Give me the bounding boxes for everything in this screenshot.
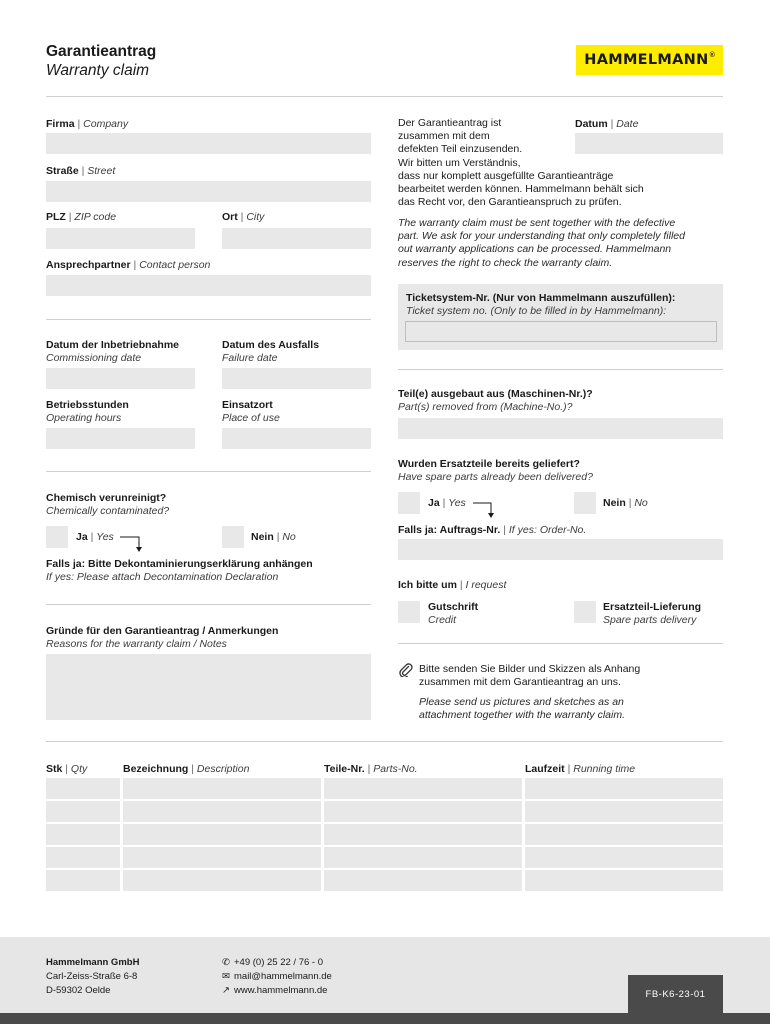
date-field[interactable] <box>575 133 723 154</box>
logo-registered: ® <box>709 51 715 59</box>
table-divider <box>46 741 723 742</box>
removed-field[interactable] <box>398 418 723 439</box>
ticket-label: Ticketsystem-Nr. (Nur von Hammelmann auszufüllen): Ticket system no. (Only to be filled in by Hammelmann): <box>406 292 676 317</box>
table-cell-qty[interactable] <box>46 824 120 845</box>
commissioning-field[interactable] <box>46 368 195 389</box>
footer-address <box>46 956 139 998</box>
attach-en: Please send us pictures and sketches as an attachment together with the warranty claim. <box>419 696 626 722</box>
delivered-label: Wurden Ersatzteile bereits geliefert? Have spare parts already been delivered? <box>398 458 593 483</box>
form-code: FB-K6-23-01 <box>645 988 706 1000</box>
decon-label: Falls ja: Bitte Dekontaminierungserklärung anhängen If yes: Please attach Decontamination Declaration <box>46 558 313 583</box>
date-label: Datum | Date <box>575 118 639 130</box>
table-cell-running-time[interactable] <box>525 778 723 799</box>
footer-street: Carl-Zeiss-Straße 6-8 <box>46 971 138 982</box>
table-cell-qty[interactable] <box>46 801 120 822</box>
col-description-header: Bezeichnung | Description <box>123 763 250 775</box>
city-field[interactable] <box>222 228 371 249</box>
title-de: Garantieantrag <box>46 43 157 60</box>
external-link-icon: ↗ <box>222 985 230 996</box>
table-cell-running-time[interactable] <box>525 824 723 845</box>
place-field[interactable] <box>222 428 371 449</box>
footer-web[interactable]: www.hammelmann.de <box>234 985 328 996</box>
contaminated-no-checkbox[interactable] <box>222 526 244 548</box>
credit-checkbox[interactable] <box>398 601 420 623</box>
table-cell-description[interactable] <box>123 801 321 822</box>
contaminated-yes-label: Ja | Yes <box>76 531 114 543</box>
contaminated-label: Chemisch verunreinigt? Chemically contaminated? <box>46 492 170 517</box>
street-field[interactable] <box>46 181 371 202</box>
reasons-label: Gründe für den Garantieantrag / Anmerkungen Reasons for the warranty claim / Notes <box>46 625 279 650</box>
left-divider-2 <box>46 471 371 472</box>
zip-field[interactable] <box>46 228 195 249</box>
contact-field[interactable] <box>46 275 371 296</box>
order-field[interactable] <box>398 539 723 560</box>
credit-label: Gutschrift Credit <box>428 601 479 626</box>
title-en: Warranty claim <box>46 62 150 79</box>
left-divider-1 <box>46 319 371 320</box>
paperclip-icon <box>398 662 413 677</box>
table-cell-parts-no[interactable] <box>324 847 522 868</box>
footer-city: D-59302 Oelde <box>46 985 111 996</box>
arrow-down-icon <box>118 535 144 555</box>
col-runtime-header: Laufzeit | Running time <box>525 763 636 775</box>
table-cell-running-time[interactable] <box>525 870 723 891</box>
table-cell-qty[interactable] <box>46 870 120 891</box>
zip-label: PLZ | ZIP code <box>46 211 117 223</box>
city-label: Ort | City <box>222 211 265 223</box>
footer-phone: +49 (0) 25 22 / 76 - 0 <box>234 957 323 968</box>
request-label: Ich bitte um | I request <box>398 579 507 591</box>
contact-label: Ansprechpartner | Contact person <box>46 259 211 271</box>
spare-label: Ersatzteil-Lieferung Spare parts delivery <box>603 601 702 626</box>
delivered-yes-checkbox[interactable] <box>398 492 420 514</box>
table-cell-parts-no[interactable] <box>324 801 522 822</box>
footer-company: Hammelmann GmbH <box>46 957 140 968</box>
hammelmann-logo <box>576 45 723 75</box>
delivered-no-checkbox[interactable] <box>574 492 596 514</box>
contaminated-no-label: Nein | No <box>251 531 296 543</box>
delivered-no-label: Nein | No <box>603 497 648 509</box>
col-qty-header: Stk | Qty <box>46 763 88 775</box>
footer-contact <box>222 956 332 998</box>
ticket-box <box>398 284 723 350</box>
left-divider-3 <box>46 604 371 605</box>
hours-field[interactable] <box>46 428 195 449</box>
notice-en: The warranty claim must be sent together with the defective part. We ask for your understanding that only completely filled out warranty applications can be processed. Hammelmann reserves the right to check the warranty claim. <box>398 217 685 269</box>
page-title <box>46 42 156 80</box>
header-divider <box>46 96 723 97</box>
hours-label: Betriebsstunden Operating hours <box>46 399 129 424</box>
failure-label: Datum des Ausfalls Failure date <box>222 339 320 364</box>
table-cell-description[interactable] <box>123 778 321 799</box>
failure-field[interactable] <box>222 368 371 389</box>
phone-icon: ✆ <box>222 957 230 968</box>
street-label: Straße | Street <box>46 165 116 177</box>
right-divider-1 <box>398 369 723 370</box>
place-label: Einsatzort Place of use <box>222 399 280 424</box>
notice-de: Der Garantieantrag ist zusammen mit dem defekten Teil einzusenden. Wir bitten um Verständnis, dass nur komplett ausgefüllte Garantieanträge bearbeitet werden können. Hammelmann behält sich das Recht vor, den Garantieanspruch zu prüfen. <box>398 117 644 209</box>
table-cell-qty[interactable] <box>46 847 120 868</box>
right-divider-2 <box>398 643 723 644</box>
arrow-down-icon <box>471 501 497 521</box>
commissioning-label: Datum der Inbetriebnahme Commissioning date <box>46 339 180 364</box>
order-label: Falls ja: Auftrags-Nr. | If yes: Order-No. <box>398 524 587 536</box>
reasons-field[interactable] <box>46 654 371 720</box>
table-cell-parts-no[interactable] <box>324 778 522 799</box>
delivered-yes-label: Ja | Yes <box>428 497 466 509</box>
footer-bottom-bar <box>0 1013 770 1024</box>
attach-de: Bitte senden Sie Bilder und Skizzen als Anhang zusammen mit dem Garantieantrag an uns. <box>419 663 641 689</box>
table-cell-running-time[interactable] <box>525 801 723 822</box>
col-parts-header: Teile-Nr. | Parts-No. <box>324 763 418 775</box>
spare-checkbox[interactable] <box>574 601 596 623</box>
contaminated-yes-checkbox[interactable] <box>46 526 68 548</box>
form-code-badge <box>628 975 723 1013</box>
table-cell-qty[interactable] <box>46 778 120 799</box>
table-cell-running-time[interactable] <box>525 847 723 868</box>
table-cell-description[interactable] <box>123 870 321 891</box>
mail-icon: ✉ <box>222 971 230 982</box>
company-label: Firma | Company <box>46 118 129 130</box>
footer-email[interactable]: mail@hammelmann.de <box>234 971 332 982</box>
footer <box>0 937 770 1013</box>
table-cell-parts-no[interactable] <box>324 824 522 845</box>
ticket-field[interactable] <box>405 321 717 342</box>
table-cell-parts-no[interactable] <box>324 870 522 891</box>
logo-text: HAMMELMANN <box>584 52 709 68</box>
company-field[interactable] <box>46 133 371 154</box>
table-cell-description[interactable] <box>123 847 321 868</box>
table-cell-description[interactable] <box>123 824 321 845</box>
removed-label: Teil(e) ausgebaut aus (Maschinen-Nr.)? Part(s) removed from (Machine-No.)? <box>398 388 593 413</box>
